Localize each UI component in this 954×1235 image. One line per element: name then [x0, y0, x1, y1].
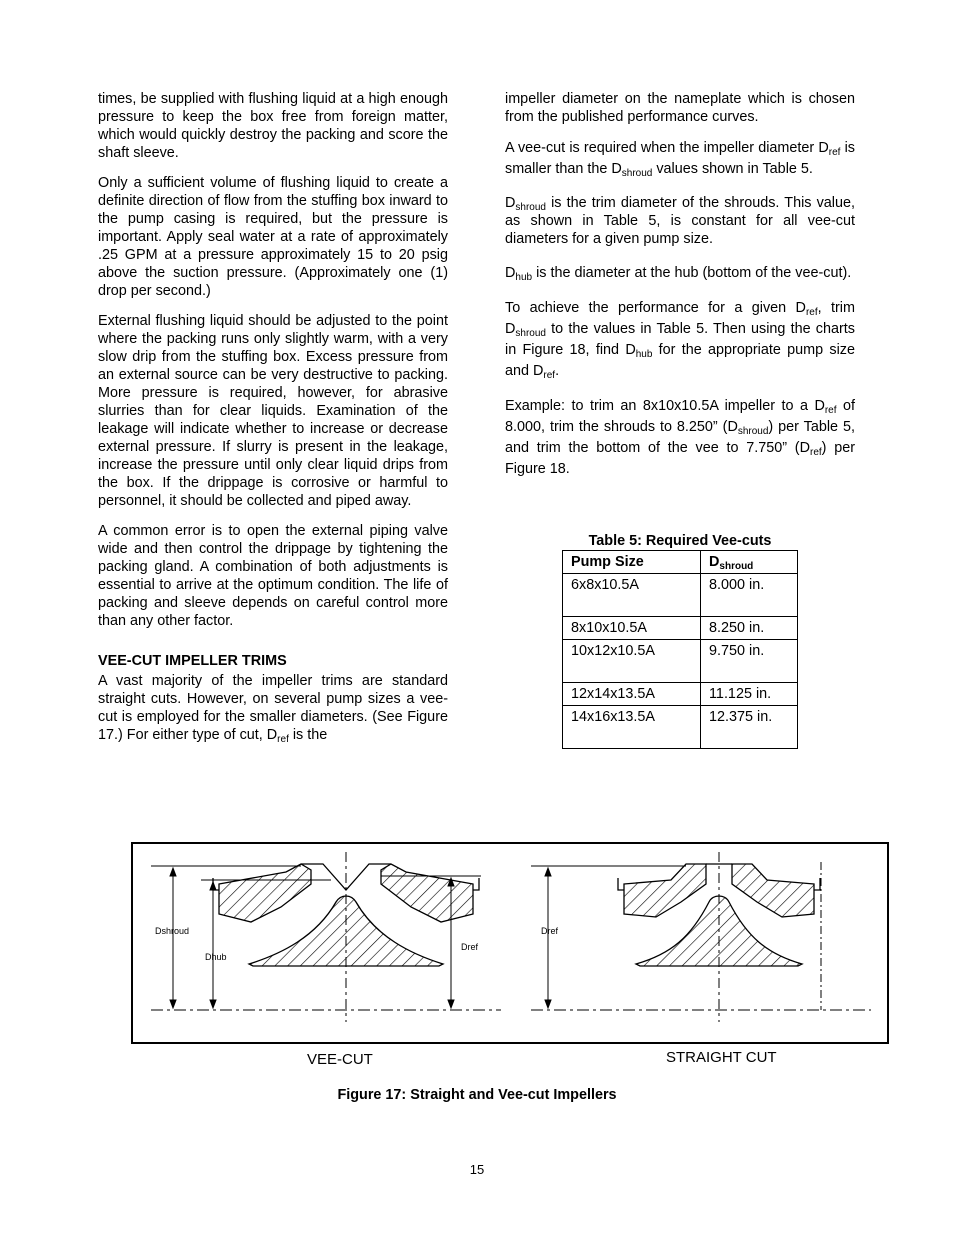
left-paragraph-4: A common error is to open the external piping valve wide and then control the drippage by tightening the packing gland. A combination of both adjustments is essential to arrive at the optimum condition. The life of packing and sleeve depends on careful control more than any other factor.	[98, 523, 448, 629]
label-dshroud: Dshroud	[155, 926, 190, 936]
right-paragraph-5: To achieve the performance for a given $D_{ref}$, trim $D_{shroud}$ to the values in Table 5. Then using the charts in Figure 18, find $D_{hub}$ for the appropriate pump size and $D_{ref}$.	[505, 300, 855, 381]
table-cell-shroud: 8.000 in.	[701, 574, 798, 617]
left-paragraph-3: External flushing liquid should be adjusted to the point where the packing runs only slightly warm, with a very slow drip from the stuffing box. Excess pressure from an external source can be very destructive to packing. More pressure is required, however, for abrasive slurries than for clear liquids. Examination of the leakage will indicate whether to increase or decrease external pressure. If slurry is present in the leakage, increase the pressure until only clear liquid drips from the box. If the drippage is corrosive or harmful to personnel, it should be collected and piped away.	[98, 313, 448, 509]
table-cell-shroud: 11.125 in.	[701, 683, 798, 706]
table-cell-size: 12x14x13.5A	[563, 683, 701, 706]
right-paragraph-1: impeller diameter on the nameplate which is chosen from the published performance curves.	[505, 91, 855, 125]
right-paragraph-6: Example: to trim an 8x10x10.5A impeller to a $D_{ref}$ of 8.000, trim the shrouds to 8.250” $(D_{shroud})$ per Table 5, and trim the bottom of the vee to 7.750” $(D_{ref})$ per Figure 18.	[505, 398, 856, 477]
right-paragraph-4: $D_{hub}$ is the diameter at the hub (bottom of the vee-cut).	[505, 265, 852, 283]
table-cell-size: 6x8x10.5A	[563, 574, 701, 617]
table-row	[563, 640, 798, 683]
label-dref-right: Dref	[541, 926, 559, 936]
table-cell-shroud: 12.375 in.	[701, 706, 798, 749]
section-heading-vee-cut: VEE-CUT IMPELLER TRIMS	[98, 653, 287, 669]
figure-frame	[132, 843, 888, 1043]
right-paragraph-3: $D_{shroud}$ is the trim diameter of the shrouds. This value, as shown in Table 5, is constant for all vee-cut diameters for a given pump size.	[505, 195, 855, 247]
table-row	[563, 617, 798, 640]
label-vee-cut: VEE-CUT	[307, 1051, 373, 1068]
table-cell-size: 10x12x10.5A	[563, 640, 701, 683]
table-cell-size: 14x16x13.5A	[563, 706, 701, 749]
table-header-dshroud: $D_{shroud}$	[701, 551, 798, 574]
table-cell-size: 8x10x10.5A	[563, 617, 701, 640]
page-number: 15	[469, 1162, 485, 1177]
table-header-pump-size: Pump Size	[563, 551, 701, 574]
left-paragraph-2: Only a sufficient volume of flushing liquid to create a definite direction of flow from the stuffing box inward to the pump casing is required, but the pressure is important. Apply seal water at a rate of approximately .25 GPM at a pressure approximately 15 to 20 psig above the suction pressure. (Approximately one (1) drop per second.)	[98, 175, 448, 299]
impeller-diagram	[131, 842, 889, 1072]
left-paragraph-5: A vast majority of the impeller trims are standard straight cuts. However, on several pump sizes a vee-cut is employed for the smaller diameters. (See Figure 17.) For either type of cut, $D_{ref}$ is the	[98, 673, 448, 745]
left-column	[98, 90, 448, 744]
table-row	[563, 706, 798, 749]
right-paragraph-2: A vee-cut is required when the impeller diameter $D_{ref}$ is smaller than the $D_{shroud}$ values shown in Table 5.	[505, 140, 855, 179]
label-dref-left: Dref	[461, 942, 479, 952]
left-paragraph-1: times, be supplied with flushing liquid at a high enough pressure to keep the box free from foreign matter, which would quickly destroy the packing and score the shaft sleeve.	[98, 91, 448, 161]
table-cell-shroud: 9.750 in.	[701, 640, 798, 683]
vee-cut-table	[562, 550, 798, 749]
right-column	[505, 90, 855, 492]
table-cell-shroud: 8.250 in.	[701, 617, 798, 640]
table-header-row	[563, 551, 798, 574]
table-title: Table 5: Required Vee-cuts	[588, 533, 772, 549]
label-dhub: Dhub	[205, 952, 227, 962]
impeller-figure	[131, 842, 889, 1072]
figure-caption: Figure 17: Straight and Vee-cut Impellers	[337, 1087, 617, 1103]
table-row	[563, 574, 798, 617]
label-straight-cut: STRAIGHT CUT	[666, 1049, 777, 1066]
table-row	[563, 683, 798, 706]
